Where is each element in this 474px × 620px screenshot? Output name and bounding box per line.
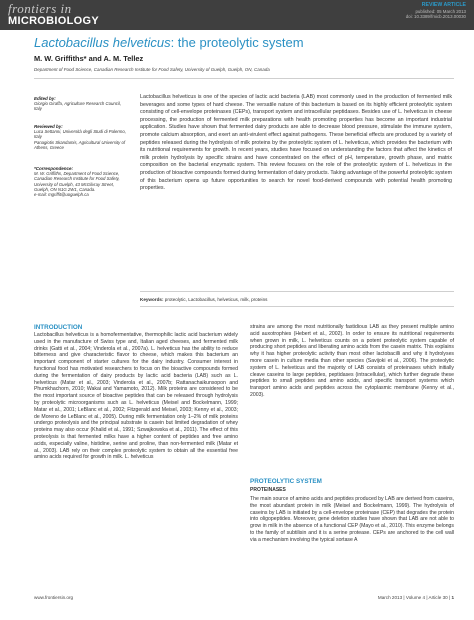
correspondence-block — [34, 166, 129, 197]
journal-logo — [8, 2, 118, 28]
reviewed-by-block — [34, 124, 129, 150]
proteinases-heading: PROTEINASES — [250, 487, 286, 493]
keywords-rule-top — [140, 291, 454, 292]
keywords-rule-bottom — [140, 306, 454, 307]
published-date: published: 05 March 2013 — [415, 9, 466, 14]
footer-issue — [300, 595, 454, 600]
footer-site[interactable]: www.frontiersin.org — [34, 595, 74, 600]
title-rest: : the proteolytic system — [170, 35, 304, 50]
article-title — [34, 35, 454, 50]
authors: M. W. Griffiths* and A. M. Tellez — [34, 54, 144, 63]
reviewed-by-heading: Reviewed by: — [34, 124, 63, 129]
introduction-text: Lactobacillus helveticus is a homofermentative, thermophilic lactic acid bacterium widely used in the manufacture of Swiss type and, Italian aged cheeses, and fermented milk drinks (Gatti et al., 2004; Vinderola et al., 2007a). L. helveticus has the ability to reduce bitterness and give characteristic flavor to cheese, which makes this bacterium an important component of starter cultures for the dairy industry. Consumer interest in functional food has motivated researchers to focus on the bioactive compounds formed during the fermentation of dairy products by lactic acid bacteria (LAB) such as L. helveticus (Matar et al., 2003; Vinderola et al., 2007b; Rattanachaikunsopon and Phumkhachorn, 2010; Wakai and Yamamoto, 2012). Milk proteins are considered to be the most important source of bioactive peptides that can be released through hydrolysis by proteolytic microorganisms such as L. helveticus (Meisel and Bockelmann, 1999; Matar et al., 2001; LeBlanc et al., 2002; Fitzgerald and Meisel, 2003; Kenny et al., 2003; de Moreno de LeBlanc et al., 2005). During milk fermentation only 1–2% of milk proteins undergo proteolysis and the principal substrate is casein but limited degradation of whey proteins may also occur (Khalid et al., 1991; Szwajkowska et al., 2011). The effect of this proteolysis is that fermented milks have a higher content of peptides and free amino acids, especially valine, histidine, serine and proline, than non-fermented milk (Matar et al., 2003). LAB rely on their complex proteolytic system to obtain all the essential free amino acids required for growth in milk. L. helveticus — [34, 332, 238, 461]
keywords-text: proteolytic, Lactobacillus, helveticus, milk, proteins — [164, 297, 268, 302]
reviewed-by-text: Luca Settanni, Università degli Studi di Palermo, Italy Panagiotis Skandamis, Agricultural University of Athens, Greece — [34, 129, 126, 150]
edited-by-heading: Edited by: — [34, 96, 56, 101]
keywords — [140, 297, 452, 302]
abstract: Lactobacillus helveticus is one of the species of lactic acid bacteria (LAB) most commonly used in the production of fermented milk beverages and some types of hard cheese. The versatile nature of this bacterium is based on its highly efficient proteolytic system consisting of cell-envelope proteinases (CEPs), transport system and intracellular peptidases. Besides use of L. helveticus in cheese processing, the production of fermented milk preparations with health promoting properties has become an important industrial application. Studies have shown that fermented dairy products are able to decrease blood pressure, stimulate the immune system, promote calcium absorption, and exert an anti-virulent effect against pathogens. These beneficial effects are produced by a variety of peptides released during the hydrolysis of milk proteins by the proteolytic system of L. helveticus, which provides the bacterium with its nutritional requirements for growth. In recent years, studies have focused on understanding the factors that affect the kinetics of milk protein hydrolysis by specific strains and have concentrated on the effect of pH, temperature, growth phase, and matrix composition on the bacterial enzymatic system. This review focuses on the role of the proteolytic system of L. helveticus in the production of bioactive compounds formed during fermentation of dairy products. Taking advantage of the powerful proteolytic system of this bacterium opens up future opportunities to search for novel food-derived compounds with potential health promoting properties. — [140, 94, 453, 192]
correspondence-text: M. W. Griffiths, Department of Food Science, Canadian Research Institute for Food Safety, University of Guelph, 43 McGilvray Street, Guelph, ON N1G 2W1, Canada. e-mail: mgriffit@uoguelph.ca — [34, 171, 120, 198]
doi[interactable]: doi: 10.3389/fmicb.2013.00030 — [405, 14, 466, 20]
edited-by-block — [34, 96, 129, 112]
introduction-heading: INTRODUCTION — [34, 324, 83, 331]
right-column-text: strains are among the most nutritionally fastidious LAB as they present multiple amino acid auxotrophies (Hebert et al., 2002). In order to ensure its nutritional requirements when grown in milk, L. helveticus counts on a potent proteolytic system capable of producing short peptides and liberating amino acids from the casein matrix. This explains why it has higher proteolytic activity than most other lactobacilli and why it hydrolyses more casein in culture media than other species (Savijoki et al., 2006). The proteolytic system of L. helveticus and the majority of LAB consists of proteinases which initially cleave caseins to large peptides, peptidases (intracellular), which further degrade these peptides to small peptides and amino acids, and specific transport systems which transport amino acids and peptides across the cytoplasmic membrane (Kenny et al., 2003). — [250, 324, 454, 398]
footer-issue-text: March 2013 | Volume 4 | Article 30 | — [377, 595, 452, 600]
proteolytic-system-heading: PROTEOLYTIC SYSTEM — [250, 478, 322, 485]
article-type: REVIEW ARTICLE — [421, 2, 466, 8]
title-italic: Lactobacillus helveticus — [34, 35, 171, 50]
logo-bottom-text: MICROBIOLOGY — [8, 15, 99, 27]
footer-page-number: 1 — [451, 595, 454, 600]
correspondence-heading: *Correspondence: — [34, 166, 74, 171]
keywords-label: Keywords: — [140, 297, 164, 302]
header-divider — [34, 78, 454, 79]
proteinases-text: The main source of amino acids and peptides produced by LAB are derived from caseins, the most abundant protein in milk (Meisel and Bockelmann, 1999). The hydrolysis of caseins by LAB is initiated by a cell-envelope proteinase (CEP) that degrades the protein into oligopeptides. Moreover, gene deletion studies have shown that LAB are not able to grow in milk in the absence of a functional CEP (Mayo et al., 2010). This enzyme belongs to the family of subtilisin and it is a serine protease. CEPs are anchored to the cell wall via a mechanism involving the typical sortase A — [250, 496, 454, 543]
logo-top-text: frontiers in — [8, 1, 72, 16]
article-meta — [300, 9, 466, 19]
affiliation: Department of Food Science, Canadian Research Institute for Food Safety, University of Guelph, Guelph, ON, Canada — [34, 67, 270, 72]
edited-by-text: Giorgio Giraffa, Agriculture Research Council, Italy — [34, 101, 122, 112]
